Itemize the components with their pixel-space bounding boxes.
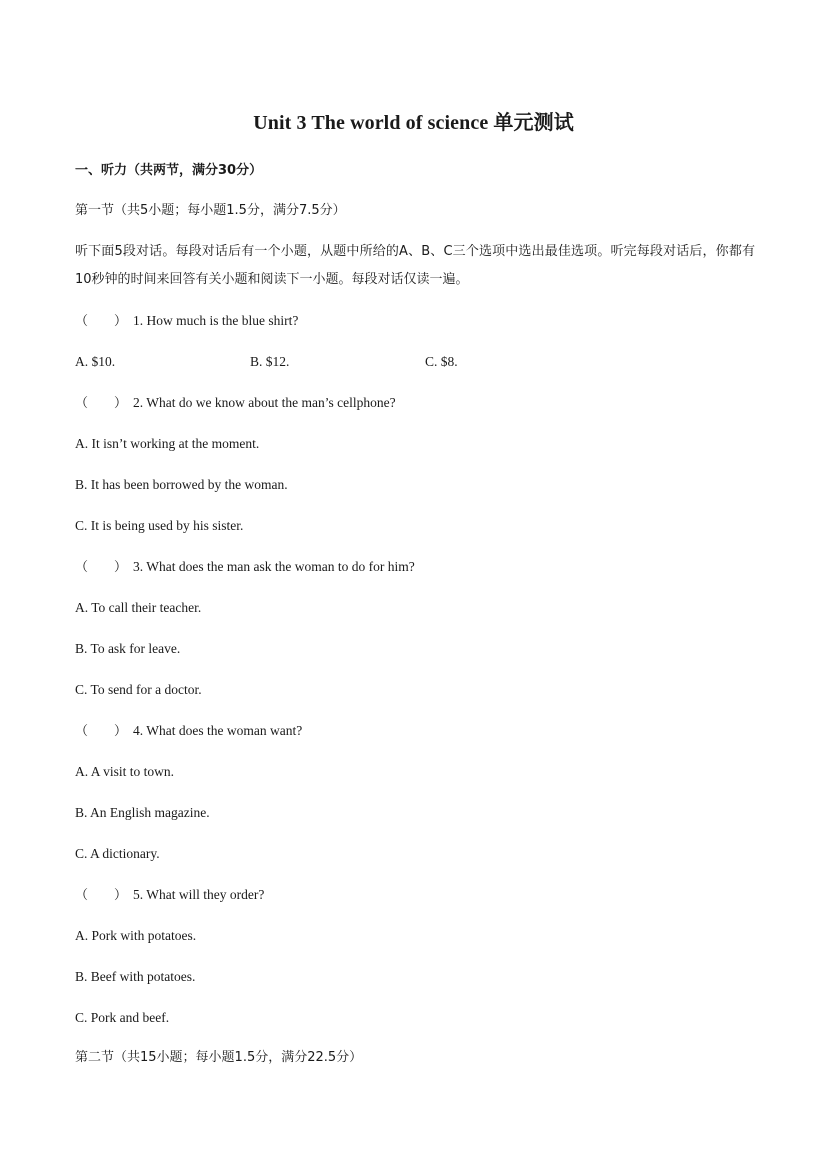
answer-blank: （ ） bbox=[75, 560, 128, 575]
page-title: Unit 3 The world of science 单元测试 bbox=[253, 112, 574, 134]
question-text: 4. What does the woman want? bbox=[133, 723, 303, 738]
option-c: C. Pork and beef. bbox=[75, 1010, 170, 1025]
answer-blank: （ ） bbox=[75, 888, 128, 903]
option-b: B. $12. bbox=[250, 354, 290, 369]
answer-blank: （ ） bbox=[75, 396, 128, 411]
section-heading-listening: 一、听力（共两节，满分30分） bbox=[75, 163, 263, 178]
question-text: 2. What do we know about the man’s cellphone? bbox=[133, 395, 396, 410]
answer-blank: （ ） bbox=[75, 314, 128, 329]
option-a: A. Pork with potatoes. bbox=[75, 928, 197, 943]
question-5 bbox=[75, 885, 264, 906]
question-1 bbox=[75, 311, 298, 332]
question-3 bbox=[75, 557, 415, 578]
question-2 bbox=[75, 393, 396, 414]
part1-heading: 第一节（共5小题；每小题1.5分，满分7.5分） bbox=[75, 203, 346, 218]
question-text: 5. What will they order? bbox=[133, 887, 265, 902]
option-b: B. Beef with potatoes. bbox=[75, 969, 196, 984]
question-text: 1. How much is the blue shirt? bbox=[133, 313, 299, 328]
question-text: 3. What does the man ask the woman to do for him? bbox=[133, 559, 415, 574]
option-b: B. To ask for leave. bbox=[75, 641, 181, 656]
option-a: A. A visit to town. bbox=[75, 764, 175, 779]
option-c: C. $8. bbox=[425, 354, 458, 369]
answer-blank: （ ） bbox=[75, 724, 128, 739]
option-c: C. To send for a doctor. bbox=[75, 682, 202, 697]
question-4 bbox=[75, 721, 302, 742]
part2-heading: 第二节（共15小题；每小题1.5分，满分22.5分） bbox=[75, 1050, 363, 1065]
option-a: A. It isn’t working at the moment. bbox=[75, 436, 260, 451]
option-b: B. An English magazine. bbox=[75, 805, 210, 820]
option-a: A. To call their teacher. bbox=[75, 600, 202, 615]
option-a: A. $10. bbox=[75, 354, 116, 369]
option-c: C. A dictionary. bbox=[75, 846, 160, 861]
listening-instructions: 听下面5段对话。每段对话后有一个小题，从题中所给的A、B、C三个选项中选出最佳选项。听完每段对话后，你都有10秒钟的时间来回答有关小题和阅读下一小题。每段对话仅读一遍。 bbox=[75, 244, 755, 287]
option-b: B. It has been borrowed by the woman. bbox=[75, 477, 288, 492]
question-1-options bbox=[75, 352, 458, 372]
option-c: C. It is being used by his sister. bbox=[75, 518, 244, 533]
